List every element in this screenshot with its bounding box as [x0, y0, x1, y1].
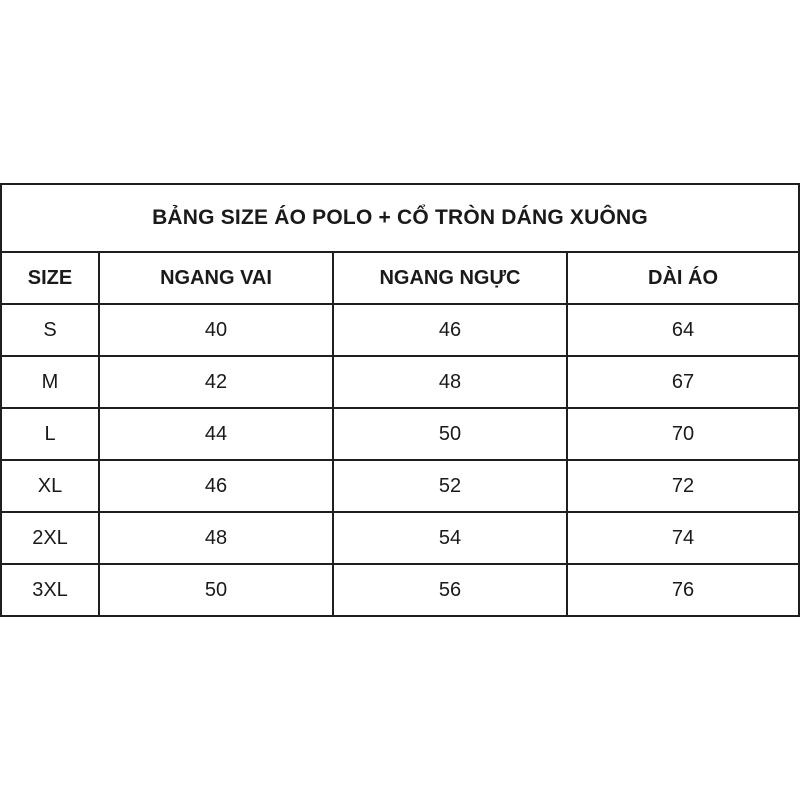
size-cell: XL [1, 460, 99, 512]
ngang-vai-cell: 48 [99, 512, 333, 564]
size-chart-table [0, 183, 800, 617]
table-title-row [1, 184, 799, 252]
dai-ao-cell: 64 [567, 304, 799, 356]
ngang-nguc-cell: 46 [333, 304, 567, 356]
column-header-ngang-nguc: NGANG NGỰC [333, 252, 567, 304]
ngang-nguc-cell: 56 [333, 564, 567, 616]
ngang-nguc-cell: 48 [333, 356, 567, 408]
ngang-vai-cell: 44 [99, 408, 333, 460]
dai-ao-cell: 70 [567, 408, 799, 460]
table-row [1, 460, 799, 512]
size-cell: 2XL [1, 512, 99, 564]
dai-ao-cell: 76 [567, 564, 799, 616]
table-title: BẢNG SIZE ÁO POLO + CỔ TRÒN DÁNG XUÔNG [1, 184, 799, 252]
table-row [1, 356, 799, 408]
table-row [1, 512, 799, 564]
ngang-nguc-cell: 54 [333, 512, 567, 564]
table-row [1, 408, 799, 460]
table-header-row [1, 252, 799, 304]
dai-ao-cell: 67 [567, 356, 799, 408]
size-cell: M [1, 356, 99, 408]
dai-ao-cell: 74 [567, 512, 799, 564]
dai-ao-cell: 72 [567, 460, 799, 512]
column-header-ngang-vai: NGANG VAI [99, 252, 333, 304]
column-header-size: SIZE [1, 252, 99, 304]
ngang-vai-cell: 50 [99, 564, 333, 616]
ngang-vai-cell: 40 [99, 304, 333, 356]
table-row [1, 304, 799, 356]
size-cell: 3XL [1, 564, 99, 616]
column-header-dai-ao: DÀI ÁO [567, 252, 799, 304]
ngang-nguc-cell: 50 [333, 408, 567, 460]
table-row [1, 564, 799, 616]
size-cell: S [1, 304, 99, 356]
size-cell: L [1, 408, 99, 460]
ngang-vai-cell: 42 [99, 356, 333, 408]
ngang-vai-cell: 46 [99, 460, 333, 512]
ngang-nguc-cell: 52 [333, 460, 567, 512]
